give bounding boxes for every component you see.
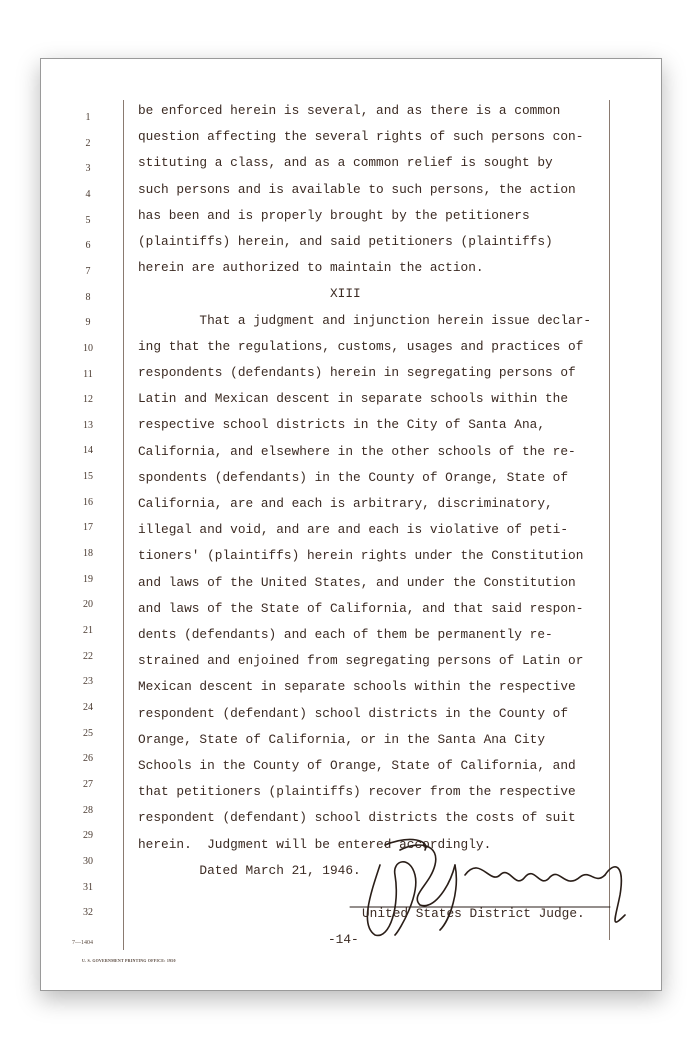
body-line: tioners' (plaintiffs) herein rights under the Constitution bbox=[138, 548, 584, 564]
line-number: 30 bbox=[83, 855, 93, 867]
line-number: 4 bbox=[85, 188, 91, 200]
line-number: 29 bbox=[83, 830, 93, 842]
body-line: stituting a class, and as a common relief is sought by bbox=[138, 155, 553, 171]
body-line: spondents (defendants) in the County of Orange, State of bbox=[138, 469, 569, 485]
line-number: 28 bbox=[83, 804, 93, 816]
body-line: California, are and each is arbitrary, discriminatory, bbox=[138, 496, 553, 511]
line-number: 3 bbox=[85, 163, 91, 175]
line-number: 1 bbox=[85, 112, 91, 123]
line-number: 9 bbox=[85, 317, 91, 329]
body-line: Latin and Mexican descent in separate schools within the bbox=[138, 391, 569, 407]
body-line: California, and elsewhere in the other schools of the re- bbox=[138, 443, 576, 459]
line-number: 13 bbox=[83, 419, 93, 431]
line-number: 7 bbox=[85, 265, 91, 277]
body-line: Orange, State of California, or in the Santa Ana City bbox=[138, 731, 546, 747]
body-line: respondent (defendant) school districts in the County of bbox=[138, 705, 569, 721]
page-number: -14- bbox=[328, 932, 359, 947]
line-number: 24 bbox=[83, 701, 93, 713]
line-number: 14 bbox=[83, 445, 93, 457]
line-number: 2 bbox=[85, 137, 91, 149]
line-number: 16 bbox=[83, 496, 93, 508]
line-number: 17 bbox=[83, 522, 93, 534]
line-number: 21 bbox=[83, 625, 93, 636]
line-number: 5 bbox=[85, 214, 91, 226]
right-margin-rule bbox=[609, 100, 610, 940]
body-line: and laws of the State of California, and that said respon- bbox=[138, 600, 584, 616]
line-number: 23 bbox=[83, 676, 93, 688]
body-line: dents (defendants) and each of them be permanently re- bbox=[138, 627, 553, 642]
body-line: (plaintiffs) herein, and said petitioners (plaintiffs) bbox=[138, 234, 553, 249]
line-number: 12 bbox=[83, 394, 93, 406]
body-line: herein. Judgment will be entered accordingly. bbox=[138, 836, 492, 852]
body-line: respondent (defendant) school districts the costs of suit bbox=[138, 810, 576, 826]
line-number: 19 bbox=[83, 573, 93, 585]
line-number: 15 bbox=[83, 471, 93, 483]
body-line: That a judgment and injunction herein issue declar- bbox=[138, 312, 592, 328]
body-line: herein are authorized to maintain the action. bbox=[138, 260, 484, 276]
body-line: ing that the regulations, customs, usages and practices of bbox=[138, 338, 584, 354]
line-number: 32 bbox=[83, 907, 93, 919]
body-line: illegal and void, and are and each is violative of peti- bbox=[138, 522, 569, 538]
line-number: 20 bbox=[83, 599, 93, 611]
body-line: strained and enjoined from segregating persons of Latin or bbox=[138, 653, 584, 669]
line-number: 18 bbox=[83, 548, 93, 560]
printer-imprint: U. S. GOVERNMENT PRINTING OFFICE: 1950 bbox=[82, 958, 176, 963]
line-number: 10 bbox=[83, 342, 93, 354]
judge-signature bbox=[340, 835, 640, 945]
signature-title: United States District Judge. bbox=[362, 906, 585, 921]
line-number: 8 bbox=[85, 291, 91, 303]
body-line: has been and is properly brought by the petitioners bbox=[138, 207, 530, 223]
body-line: respondents (defendants) herein in segregating persons of bbox=[138, 365, 576, 380]
line-number: 22 bbox=[83, 650, 93, 662]
body-line: be enforced herein is several, and as there is a common bbox=[138, 103, 561, 118]
body-line: question affecting the several rights of such persons con- bbox=[138, 129, 584, 145]
line-number: 25 bbox=[83, 727, 93, 739]
line-number: 11 bbox=[83, 368, 93, 380]
left-margin-rule bbox=[123, 100, 124, 950]
body-line: Dated March 21, 1946. bbox=[138, 862, 361, 878]
body-line: XIII bbox=[138, 286, 361, 302]
line-number: 27 bbox=[83, 778, 93, 790]
body-line: respective school districts in the City of Santa Ana, bbox=[138, 417, 546, 433]
body-line: Schools in the County of Orange, State of California, and bbox=[138, 758, 576, 773]
body-line: that petitioners (plaintiffs) recover from the respective bbox=[138, 784, 576, 800]
form-number: 7—1404 bbox=[72, 940, 93, 946]
line-number: 6 bbox=[85, 240, 91, 252]
line-number: 26 bbox=[83, 753, 93, 765]
line-number: 31 bbox=[83, 881, 93, 893]
body-line: Mexican descent in separate schools within the respective bbox=[138, 679, 576, 695]
body-line: and laws of the United States, and under the Constitution bbox=[138, 574, 576, 590]
body-line: such persons and is available to such persons, the action bbox=[138, 181, 576, 197]
